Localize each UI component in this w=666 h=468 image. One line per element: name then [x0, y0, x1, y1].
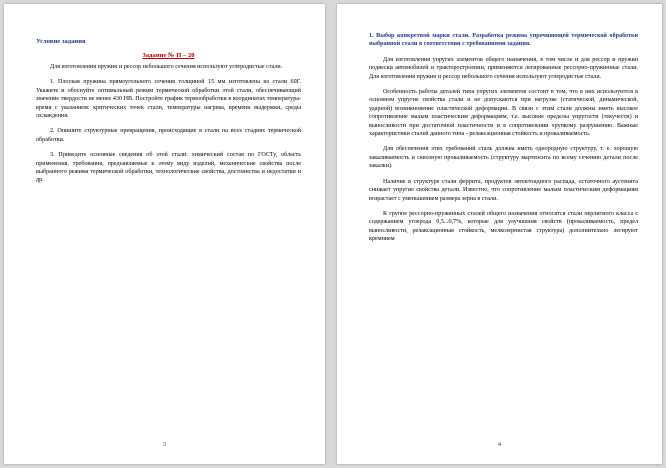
task-item-1: 1. Плоская пружина прямоугольного сечения толщиной 15 мм изготовлена из стали 60Г. Укажите и обоснуйте оптимальный режим термической обработки этой стали, обеспечивающий значение твердости не менее 430 НВ. Постройте график термообработки в координатах температура-время с указанием: критических точек стали, температуры нагрева, времени выдержки, среды охлаждения. — [36, 79, 301, 120]
document-page-left — [4, 4, 325, 464]
body-paragraph: Наличие в структуре стали феррита, продуктов эвтектоидного распада, остаточного аустенита снижает упругие свойства детали. Известно, что сопротивление малым пластическим деформациям возрастает с уменьшением размера зерна в стали. — [369, 178, 638, 202]
section-heading: 1. Выбор конкретной марки стали. Разработка режима упрочняющей термической обработки выбранной стали в соответствии с требованиями задания. — [369, 33, 638, 48]
body-paragraph: Для обеспечения этих требований сталь должна иметь однородную структуру, т. е. хорошую закаливаемость и сквозную прокаливаемость (структуру мартенсита по всему сечению детали после закалки). — [369, 146, 638, 170]
page-content — [369, 32, 638, 251]
page-content — [36, 32, 301, 192]
page-number: 4 — [497, 441, 502, 448]
body-paragraph: Для изготовления упругих элементов общего назначения, в том числе и для рессор и пружин подвески автомобилей и тракторостроении, применяются легированные рессорно-пружинные стали. Для изготовления пружин и рессор небольшого сечения используют углеродистые стали. — [369, 56, 638, 80]
body-paragraph: К группе рессорно-пружинных сталей общего назначения относятся стали перлитного класса с содержанием углерода 0,5...0,7%, которые для улучшения свойств (прокаливаемость, предел выносливости, релаксационная стойкость, мелкозернистая структура) дополнительно легируют кремнием — [369, 210, 638, 243]
section-title: Условие задания — [36, 38, 86, 45]
page-number: 3 — [162, 441, 167, 448]
document-page-right — [337, 4, 662, 464]
task-item-3: 3. Приведите основные сведения об этой стали: химический состав по ГОСТу, область применения, требования, предъявляемые к этому виду изделий, механические свойства после выбранного режима термической обработки, технологические свойства, достоинства и недостатки и др. — [36, 152, 301, 184]
variant-title: Задание № П – 20 — [142, 52, 195, 59]
task-item-2: 2. Опишите структурные превращения, происходящие в стали на всех стадиях термической обработки. — [36, 128, 301, 143]
body-paragraph: Особенность работы деталей типа упругих элементов состоит в том, что в них используются в основном упругие свойства стали и не допускаются при нагрузке (статической, динамической, ударной) возникновение пластической деформации. В связи с этим стали должны иметь высокое сопротивление малым пластическим деформациям, т.е. высокие пределы упругости (текучести) и выносливости при достаточной пластичности и в сопротивлении хрупкому разрушению. Важные характеристики сталей данного типа - релаксационная стойкость и прокаливаемость. — [369, 89, 638, 138]
intro-paragraph: Для изготовления пружин и рессор небольшого сечения используют углеродистые стали. — [50, 64, 283, 70]
